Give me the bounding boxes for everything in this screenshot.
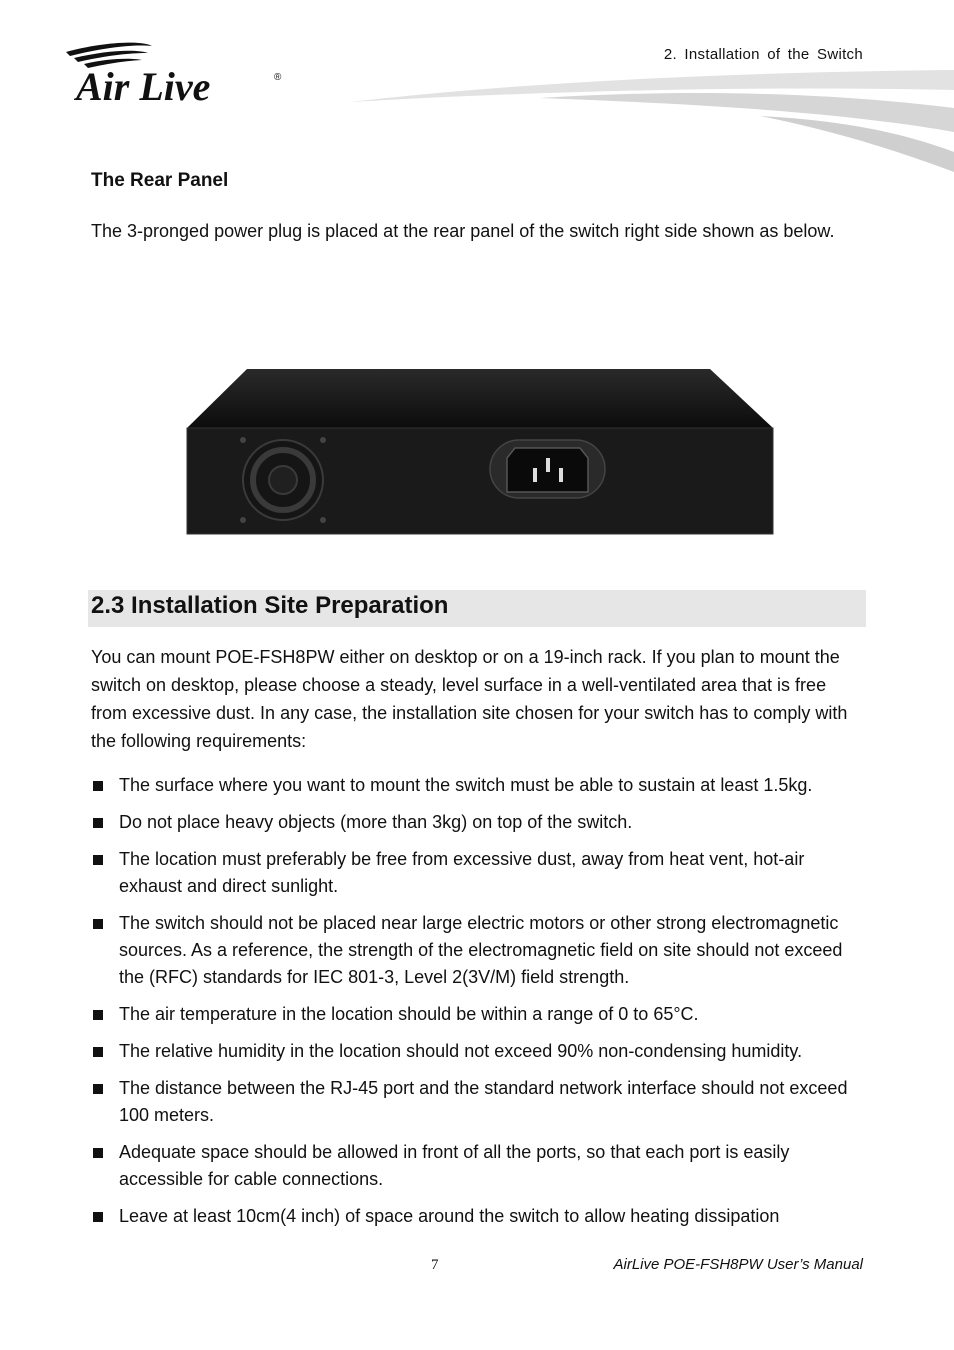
- requirement-text: The distance between the RJ-45 port and the standard network interface should not exceed 100 meters.: [119, 1078, 848, 1125]
- section-intro-paragraph: You can mount POE-FSH8PW either on desktop or on a 19-inch rack. If you plan to mount the switch on desktop, please choose a steady, level surface in a well-ventilated area that is free from excessive dust. In any case, the installation site chosen for your switch has to comply with the following requirements:: [91, 647, 848, 751]
- rear-panel-description: The 3-pronged power plug is placed at the rear panel of the switch right side shown as below.: [91, 221, 835, 241]
- square-bullet-icon: [93, 818, 103, 828]
- requirement-text: Leave at least 10cm(4 inch) of space around the switch to allow heating dissipation: [119, 1206, 780, 1226]
- square-bullet-icon: [93, 1212, 103, 1222]
- airlive-logo: [62, 40, 292, 110]
- switch-rear-panel-image: [185, 366, 775, 538]
- list-item: [91, 772, 866, 799]
- list-item: [91, 1203, 866, 1230]
- requirement-text: The air temperature in the location should be within a range of 0 to 65°C.: [119, 1004, 699, 1024]
- requirement-text: The switch should not be placed near large electric motors or other strong electromagnetic sources. As a reference, the strength of the electromagnetic field on site should not exceed the (RFC) standards for IEC 801-3, Level 2(3V/M) field strength.: [119, 913, 843, 987]
- requirement-text: The relative humidity in the location should not exceed 90% non-condensing humidity.: [119, 1041, 803, 1061]
- square-bullet-icon: [93, 1084, 103, 1094]
- list-item: [91, 910, 866, 991]
- rear-panel-title: The Rear Panel: [91, 170, 229, 191]
- registered-mark: ®: [274, 72, 282, 83]
- header-swoosh-decoration: [340, 60, 954, 190]
- square-bullet-icon: [93, 1047, 103, 1057]
- list-item: [91, 809, 866, 836]
- requirement-text: The location must preferably be free from excessive dust, away from heat vent, hot-air exhaust and direct sunlight.: [119, 849, 805, 896]
- power-socket-icon: [490, 440, 605, 498]
- list-item: [91, 1075, 866, 1129]
- requirements-list: [91, 772, 866, 1240]
- square-bullet-icon: [93, 855, 103, 865]
- header-section-label: 2. Installation of the Switch: [663, 46, 863, 63]
- requirement-text: Do not place heavy objects (more than 3kg) on top of the switch.: [119, 812, 633, 832]
- square-bullet-icon: [93, 919, 103, 929]
- square-bullet-icon: [93, 1010, 103, 1020]
- list-item: [91, 1001, 866, 1028]
- page-number: 7: [431, 1257, 439, 1273]
- requirement-text: The surface where you want to mount the switch must be able to sustain at least 1.5kg.: [119, 775, 813, 795]
- requirement-text: Adequate space should be allowed in front of all the ports, so that each port is easily accessible for cable connections.: [119, 1142, 790, 1189]
- square-bullet-icon: [93, 781, 103, 791]
- list-item: [91, 1038, 866, 1065]
- list-item: [91, 846, 866, 900]
- logo-wordmark: Air Live: [76, 64, 211, 109]
- list-item: [91, 1139, 866, 1193]
- square-bullet-icon: [93, 1148, 103, 1158]
- section-title: 2.3 Installation Site Preparation: [91, 592, 449, 619]
- manual-title: AirLive POE-FSH8PW User’s Manual: [613, 1256, 863, 1273]
